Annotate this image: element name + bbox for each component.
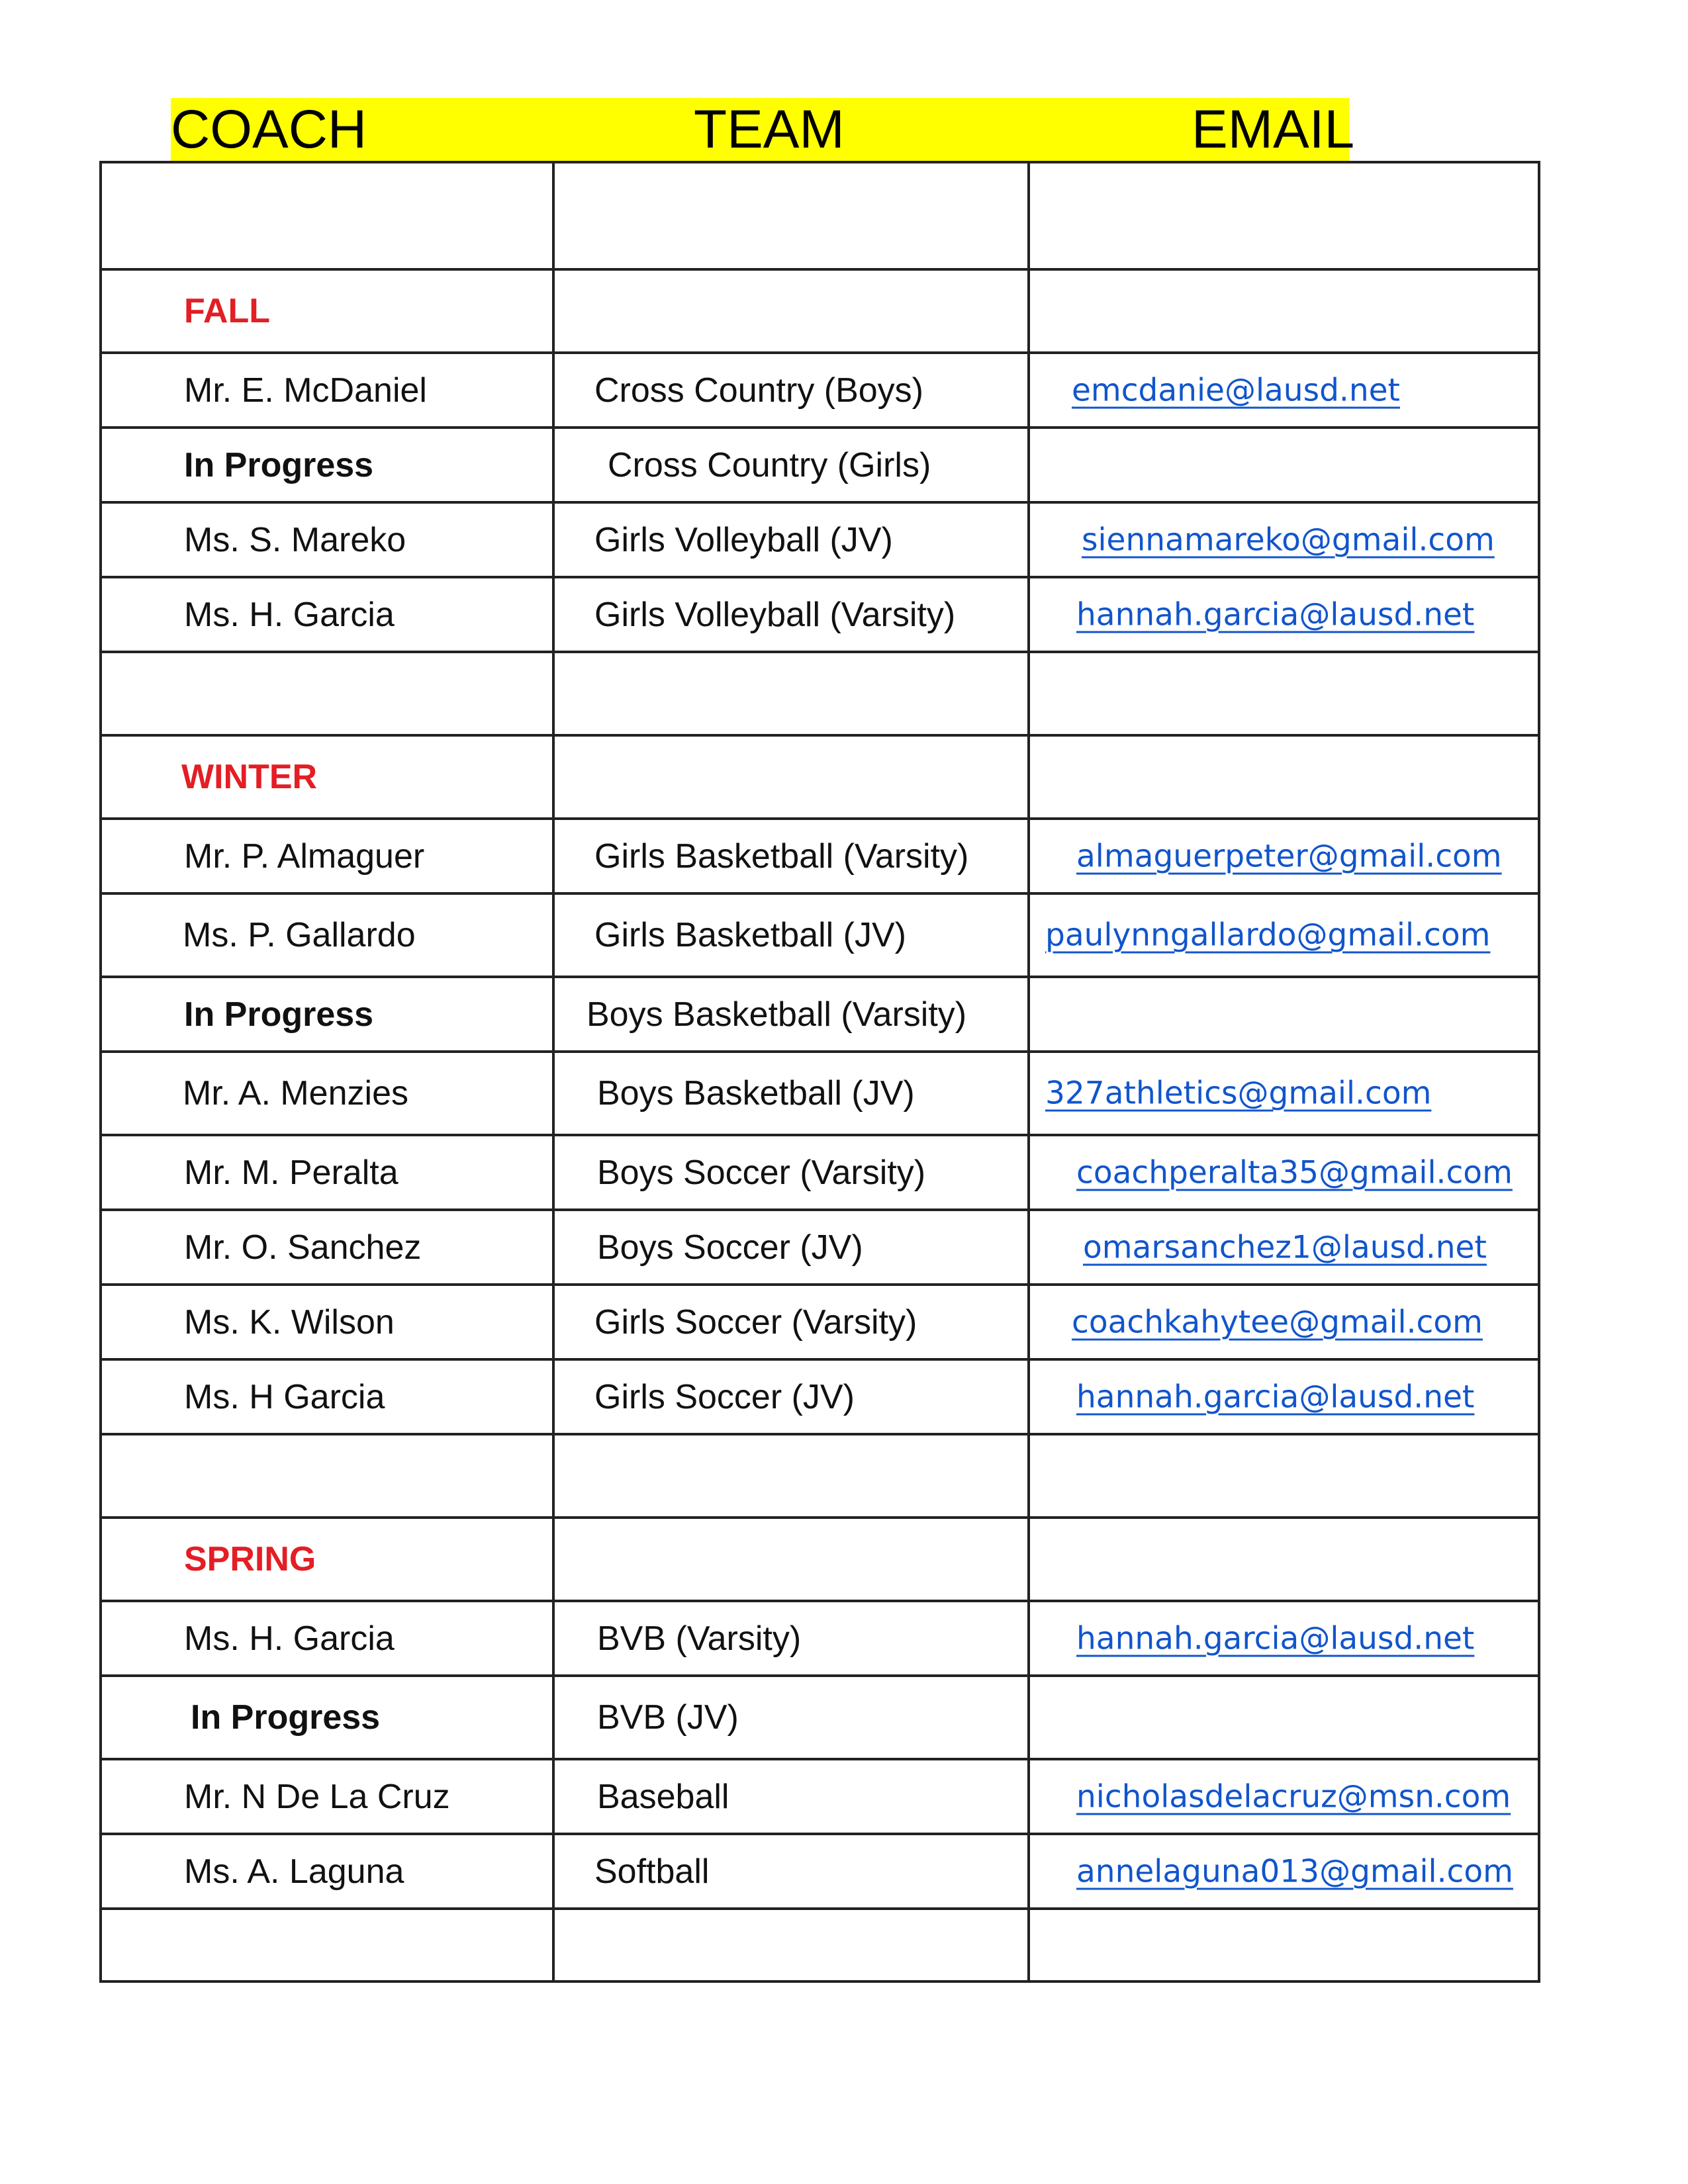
season-row-fall	[102, 271, 1538, 354]
email-link[interactable]: hannah.garcia@lausd.net	[1076, 596, 1475, 633]
table-row	[102, 1136, 1538, 1211]
blank-row	[102, 653, 1538, 737]
email-link[interactable]: coachperalta35@gmail.com	[1076, 1154, 1513, 1191]
coach-name: In Progress	[184, 995, 374, 1034]
blank-row	[102, 1435, 1538, 1519]
table-row	[102, 895, 1538, 978]
team-name: Girls Soccer (Varsity)	[594, 1302, 917, 1342]
table-row	[102, 504, 1538, 578]
table-row	[102, 429, 1538, 504]
email-link[interactable]: hannah.garcia@lausd.net	[1076, 1379, 1475, 1415]
season-label-fall: FALL	[184, 292, 270, 330]
team-name: BVB (JV)	[597, 1698, 739, 1737]
table-row	[102, 1053, 1538, 1136]
team-name: Cross Country (Boys)	[594, 371, 923, 410]
team-name: Boys Basketball (Varsity)	[586, 995, 967, 1034]
coach-name: In Progress	[184, 445, 374, 484]
team-name: Boys Basketball (JV)	[597, 1074, 915, 1113]
header-email: EMAIL	[1192, 99, 1355, 159]
coach-name: Ms. H. Garcia	[184, 1619, 395, 1658]
email-link[interactable]: hannah.garcia@lausd.net	[1076, 1620, 1475, 1657]
table-row	[102, 1677, 1538, 1760]
column-divider	[1027, 163, 1030, 1980]
coach-name: Mr. O. Sanchez	[184, 1228, 422, 1267]
email-link[interactable]: nicholasdelacruz@msn.com	[1076, 1778, 1511, 1815]
coach-name: Mr. P. Almaguer	[184, 837, 425, 876]
email-link[interactable]: paulynngallardo@gmail.com	[1045, 917, 1491, 954]
coach-name: Ms. H Garcia	[184, 1377, 385, 1416]
coach-table	[99, 161, 1540, 1983]
season-label-winter: WINTER	[181, 758, 318, 796]
table-row	[102, 1835, 1538, 1910]
team-name: Girls Basketball (JV)	[594, 916, 906, 954]
table-row	[102, 1760, 1538, 1835]
table-row	[102, 1602, 1538, 1677]
coach-name: Ms. K. Wilson	[184, 1302, 395, 1342]
team-name: Girls Volleyball (Varsity)	[594, 595, 956, 634]
coach-name: Mr. E. McDaniel	[184, 371, 427, 410]
email-link[interactable]: omarsanchez1@lausd.net	[1083, 1229, 1487, 1265]
table-row	[102, 1211, 1538, 1286]
table-row	[102, 1286, 1538, 1361]
blank-row	[102, 1910, 1538, 1983]
email-link[interactable]: coachkahytee@gmail.com	[1072, 1304, 1483, 1340]
column-divider	[552, 163, 555, 1980]
team-name: Boys Soccer (Varsity)	[597, 1153, 926, 1192]
team-name: Baseball	[597, 1777, 729, 1816]
table-row	[102, 354, 1538, 429]
coach-name: Mr. A. Menzies	[183, 1074, 408, 1113]
table-row	[102, 978, 1538, 1053]
email-link[interactable]: 327athletics@gmail.com	[1045, 1075, 1432, 1112]
email-link[interactable]: emcdanie@lausd.net	[1072, 372, 1400, 408]
team-name: Girls Soccer (JV)	[594, 1377, 855, 1416]
coach-name: Ms. S. Mareko	[184, 520, 406, 559]
team-name: Girls Volleyball (JV)	[594, 520, 893, 559]
coach-name: In Progress	[191, 1698, 381, 1737]
email-link[interactable]: annelaguna013@gmail.com	[1076, 1853, 1513, 1889]
email-link[interactable]: almaguerpeter@gmail.com	[1076, 838, 1502, 874]
blank-row	[102, 163, 1538, 271]
coach-name: Ms. H. Garcia	[184, 595, 395, 634]
season-row-winter	[102, 737, 1538, 820]
header-coach: COACH	[171, 99, 367, 159]
team-name: Girls Basketball (Varsity)	[594, 837, 969, 876]
team-name: Boys Soccer (JV)	[597, 1228, 863, 1267]
header-team: TEAM	[694, 99, 845, 159]
team-name: Cross Country (Girls)	[608, 445, 931, 484]
email-link[interactable]: siennamareko@gmail.com	[1082, 522, 1495, 558]
team-name: BVB (Varsity)	[597, 1619, 802, 1658]
coach-name: Ms. P. Gallardo	[183, 916, 416, 954]
coach-name: Mr. M. Peralta	[184, 1153, 399, 1192]
team-name: Softball	[594, 1852, 710, 1891]
season-label-spring: SPRING	[184, 1540, 316, 1578]
table-row	[102, 578, 1538, 653]
coach-name: Mr. N De La Cruz	[184, 1777, 450, 1816]
season-row-spring	[102, 1519, 1538, 1602]
table-row	[102, 1361, 1538, 1435]
coach-name: Ms. A. Laguna	[184, 1852, 404, 1891]
table-row	[102, 820, 1538, 895]
